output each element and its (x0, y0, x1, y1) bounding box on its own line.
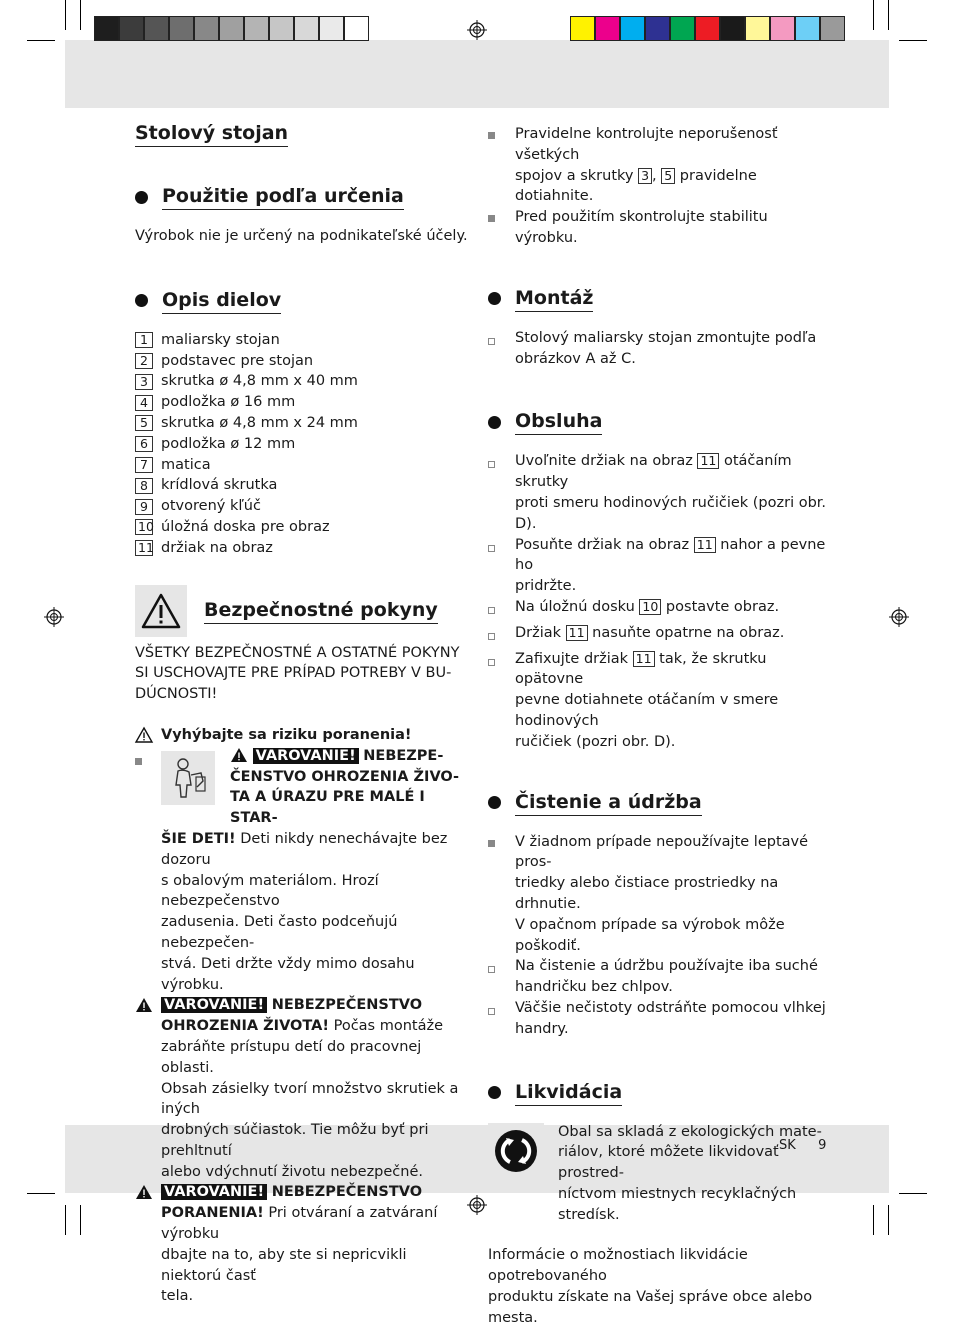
safety-heading-row (135, 585, 470, 637)
left-column (135, 121, 470, 1307)
crop-mark (873, 0, 874, 30)
crop-mark (80, 1205, 81, 1235)
bullet-dot-icon (488, 796, 501, 809)
part-number-box: 1 (135, 332, 153, 348)
color-swatch (119, 16, 144, 41)
part-name: skrutka ø 4,8 mm x 24 mm (161, 414, 358, 431)
list-item-text: triedky alebo čistiace prostriedky na drhnutie. (515, 875, 779, 912)
crop-mark (80, 0, 81, 30)
list-item-text: Držiak (515, 624, 566, 641)
color-swatch (795, 16, 820, 41)
part-list-item (135, 392, 470, 413)
list-item (488, 451, 828, 534)
registration-mark-icon (467, 20, 487, 40)
warning-text: ČENSTVO OHROZENIA ŽIVO- (230, 768, 460, 785)
registration-mark-icon (467, 1195, 487, 1215)
crop-mark (65, 1205, 66, 1235)
warning-text: zadusenia. Deti často podceňujú nebezpečen- (161, 914, 398, 951)
disposal-block (488, 1122, 828, 1226)
warning-triangle-icon (141, 593, 181, 629)
heading-operation: Obsluha (515, 409, 602, 435)
recycling-green-dot-icon (493, 1128, 539, 1174)
list-item-text: Zafixujte držiak (515, 650, 633, 667)
part-number-box: 5 (135, 415, 153, 431)
heading-parts: Opis dielov (162, 288, 281, 314)
crop-mark (888, 1205, 889, 1235)
color-swatch (720, 16, 745, 41)
part-number-box: 11 (135, 540, 153, 556)
part-name: maliarsky stojan (161, 331, 280, 348)
list-item (488, 124, 828, 207)
warning-1-body (135, 829, 470, 995)
disposal-info-text: Informácie o možnostiach likvidácie opotrebovaného (488, 1247, 748, 1285)
warning-mounting (135, 995, 470, 1182)
color-swatch (144, 16, 169, 41)
color-swatch (570, 16, 595, 41)
bullet-open-square-icon (488, 461, 495, 468)
list-item-text: , (652, 167, 662, 184)
part-number-box: 7 (135, 457, 153, 473)
warning-text: OHROZENIA ŽIVOTA! (161, 1018, 329, 1035)
list-item-text: pridržte. (515, 578, 577, 595)
crop-mark (899, 40, 927, 41)
part-number-box: 9 (135, 499, 153, 515)
part-number-box: 3 (135, 374, 153, 390)
color-swatch (620, 16, 645, 41)
part-list-item (135, 455, 470, 476)
registration-mark-icon (889, 607, 909, 627)
heading-cleaning: Čistenie a údržba (515, 790, 702, 816)
list-item-text: Na čistenie a údržbu používajte iba suché (515, 958, 818, 975)
list-item-text: obrázkov A až C. (515, 350, 636, 367)
part-name: matica (161, 456, 211, 473)
injury-heading-text: Vyhýbajte sa riziku poranenia! (161, 726, 412, 743)
part-list-item (135, 371, 470, 392)
list-item-text: handričku bez chlpov. (515, 979, 673, 996)
list-item-text: ručičiek (pozri obr. D). (515, 733, 676, 750)
part-number-box: 5 (661, 168, 675, 184)
list-item-text: Väčšie nečistoty odstráňte pomocou vlhkej (515, 999, 826, 1016)
page-footer (779, 1138, 826, 1153)
list-item-text: Posuňte držiak na obraz (515, 536, 694, 553)
bullet-open-square-icon (488, 545, 495, 552)
bullet-dot-icon (488, 416, 501, 429)
warning-text: PORANENIA! (161, 1205, 264, 1222)
warning-label: VAROVANIE! (161, 997, 267, 1013)
section-heading (488, 409, 828, 435)
bullet-open-square-icon (488, 1008, 495, 1015)
color-swatch (244, 16, 269, 41)
warning-text: Pri otváraní a zatváraní výrobku (161, 1205, 438, 1243)
warning-text: Deti nikdy nenechávajte bez dozoru (161, 830, 448, 868)
list-item-text: Pred použitím skontrolujte stabilitu výrobku. (515, 209, 768, 246)
color-swatch (670, 16, 695, 41)
crop-mark (888, 0, 889, 30)
right-column (488, 124, 828, 1329)
list-item-text: Stolový maliarsky stojan zmontujte podľa (515, 329, 817, 346)
bullet-dot-icon (488, 292, 501, 305)
list-item-text: Pravidelne kontrolujte neporušenosť všetkých (515, 126, 778, 163)
section-heading (488, 1080, 828, 1106)
warning-text: dbajte na to, aby ste si nepricvikli niektorú časť (161, 1246, 407, 1284)
list-item-text: pevne dotiahnete otáčaním v smere hodinových (515, 692, 779, 729)
warning-text: ŠIE DETI! (161, 830, 236, 847)
warning-text: s obalovým materiálom. Hrozí nebezpečenstvo (161, 872, 379, 910)
part-name: držiak na obraz (161, 539, 273, 556)
safety-caps-line: VŠETKY BEZPEČNOSTNÉ A OSTATNÉ POKYNY (135, 644, 460, 661)
crop-mark (65, 0, 66, 30)
crop-mark (873, 1205, 874, 1235)
warning-injury (135, 1182, 470, 1307)
injury-heading (135, 725, 470, 746)
list-item-text: Na úložnú dosku (515, 598, 640, 615)
color-swatches (570, 16, 845, 43)
warning-triangle-small-icon (135, 727, 153, 743)
list-item-text: nasuňte opatrne na obraz. (587, 624, 785, 641)
section-heading (135, 288, 470, 314)
bullet-open-square-icon (488, 659, 495, 666)
list-item-text: otáčaním skrutky (515, 453, 792, 491)
safety-caps-text (135, 643, 470, 705)
color-swatch (94, 16, 119, 41)
list-item (488, 623, 828, 649)
warning-text: zabráňte prístupu detí do pracovnej oblasti. (161, 1038, 422, 1076)
warning-text: TA A ÚRAZU PRE MALÉ I STAR- (230, 789, 425, 827)
disposal-info-text: produktu získate na Vašej správe obce alebo mesta. (488, 1289, 813, 1326)
color-swatch (770, 16, 795, 41)
color-swatch (269, 16, 294, 41)
warning-text: NEBEZPEČENSTVO (271, 997, 423, 1014)
section-heading (135, 184, 470, 210)
color-swatch (595, 16, 620, 41)
page-number: 9 (818, 1138, 827, 1153)
safety-caps-line: DÚCNOSTI! (135, 686, 218, 703)
bullet-open-square-icon (488, 338, 495, 345)
warning-triangle-small-icon (135, 1184, 153, 1200)
warning-triangle-small-icon (230, 747, 248, 763)
list-item (488, 328, 828, 370)
part-name: podložka ø 12 mm (161, 435, 296, 452)
color-swatch (344, 16, 369, 41)
section-heading (488, 790, 828, 816)
part-list-item (135, 434, 470, 455)
bullet-square-icon (488, 132, 495, 139)
crop-mark (27, 1193, 55, 1194)
part-name: krídlová skrutka (161, 477, 278, 494)
disposal-text: níctvom miestnych recyklačných stredísk. (558, 1185, 797, 1223)
heading-assembly: Montáž (515, 286, 593, 312)
list-item (488, 535, 828, 597)
color-swatch (294, 16, 319, 41)
part-list-item (135, 517, 470, 538)
list-item (488, 597, 828, 623)
warning-label: VAROVANIE! (161, 1184, 267, 1200)
heading-safety: Bezpečnostné pokyny (204, 598, 438, 624)
language-code: SK (779, 1138, 796, 1153)
part-list-item (135, 330, 470, 351)
intended-use-text: Výrobok nie je určený na podnikateľské účely. (135, 228, 468, 244)
part-number-box: 10 (639, 599, 661, 615)
list-item (488, 998, 828, 1040)
bullet-dot-icon (488, 1086, 501, 1099)
part-name: podstavec pre stojan (161, 352, 314, 369)
color-swatch (169, 16, 194, 41)
part-name: podložka ø 16 mm (161, 394, 296, 411)
color-swatch (820, 16, 845, 41)
part-list-item (135, 538, 470, 559)
warning-children (135, 746, 470, 996)
list-item-text: pravidelne dotiahnite. (515, 167, 757, 205)
disposal-text: riálov, ktoré môžete likvidovať prostred- (558, 1144, 779, 1182)
color-swatch (194, 16, 219, 41)
color-swatch (319, 16, 344, 41)
color-swatch (695, 16, 720, 41)
heading-disposal: Likvidácia (515, 1080, 622, 1106)
list-item-text: spojov a skrutky (515, 167, 639, 184)
warning-text: NEBEZPE- (363, 747, 444, 764)
part-number-box: 11 (633, 651, 655, 667)
part-number-box: 8 (135, 478, 153, 494)
part-name: skrutka ø 4,8 mm x 40 mm (161, 373, 358, 390)
bullet-open-square-icon (488, 966, 495, 973)
warning-label: VAROVANIE! (253, 748, 359, 764)
part-list-item (135, 496, 470, 517)
list-item (488, 956, 828, 998)
gray-swatches (94, 16, 369, 43)
header-band (65, 40, 889, 108)
crop-mark (899, 1193, 927, 1194)
registration-mark-icon (44, 607, 64, 627)
green-dot-box (488, 1123, 544, 1179)
bullet-square-icon (488, 215, 495, 222)
bullet-square-icon (488, 840, 495, 847)
warning-text: drobných súčiastok. Tie môžu byť pri prehltnutí (161, 1122, 429, 1159)
color-swatch (745, 16, 770, 41)
part-name: otvorený kľúč (161, 498, 261, 515)
cleaning-list (488, 832, 828, 1040)
operation-list (488, 451, 828, 752)
bullet-dot-icon (135, 191, 148, 204)
warning-text: NEBEZPEČENSTVO (271, 1184, 423, 1201)
disposal-text: Obal sa skladá z ekologických mate- (558, 1123, 822, 1140)
warning-text: tela. (161, 1288, 194, 1305)
disposal-info (488, 1245, 828, 1328)
list-item (488, 832, 828, 957)
list-item (488, 207, 828, 249)
safety-caps-line: SI USCHOVAJTE PRE PRÍPAD POTREBY V BU- (135, 665, 452, 682)
part-list-item (135, 475, 470, 496)
child-danger-pictogram (161, 751, 215, 805)
part-number-box: 11 (566, 625, 588, 641)
child-hazard-icon (161, 751, 215, 805)
color-swatch (645, 16, 670, 41)
list-item-text: nahor a pevne ho (515, 536, 826, 574)
warning-triangle-small-icon (135, 997, 153, 1013)
document-title: Stolový stojan (135, 121, 288, 147)
list-item-text: postavte obraz. (661, 598, 780, 615)
bullet-open-square-icon (488, 607, 495, 614)
bullet-open-square-icon (488, 633, 495, 640)
list-item-text: Uvoľnite držiak na obraz (515, 453, 698, 470)
part-number-box: 3 (638, 168, 652, 184)
heading-intended-use: Použitie podľa určenia (162, 184, 404, 210)
crop-mark (27, 40, 55, 41)
part-number-box: 2 (135, 353, 153, 369)
bullet-square-icon (135, 758, 142, 765)
warning-text: alebo vdýchnutí životu nebezpečné. (161, 1163, 423, 1180)
part-number-box: 4 (135, 395, 153, 411)
part-number-box: 11 (694, 537, 716, 553)
warning-box (135, 585, 187, 637)
warning-text: Obsah zásielky tvorí množstvo skrutiek a iných (161, 1080, 459, 1118)
list-item-text: handry. (515, 1020, 569, 1037)
part-name: úložná doska pre obraz (161, 518, 330, 535)
part-number-box: 11 (697, 453, 719, 469)
color-swatch (219, 16, 244, 41)
section-heading (488, 286, 828, 312)
list-item (488, 649, 828, 753)
warning-text: Počas montáže (328, 1018, 444, 1035)
part-list-item (135, 413, 470, 434)
bullet-dot-icon (135, 294, 148, 307)
parts-list (135, 330, 470, 559)
part-list-item (135, 351, 470, 372)
list-item-text: tak, že skrutku opätovne (515, 650, 767, 688)
warning-text: stvá. Deti držte vždy mimo dosahu výrobku. (161, 955, 415, 993)
list-item-text: V opačnom prípade sa výrobok môže poškodiť. (515, 916, 785, 954)
part-number-box: 6 (135, 436, 153, 452)
list-item-text: proti smeru hodinových ručičiek (pozri obr. D). (515, 494, 827, 532)
part-number-box: 10 (135, 519, 153, 535)
list-item-text: V žiadnom prípade nepoužívajte leptavé pros- (515, 833, 809, 871)
